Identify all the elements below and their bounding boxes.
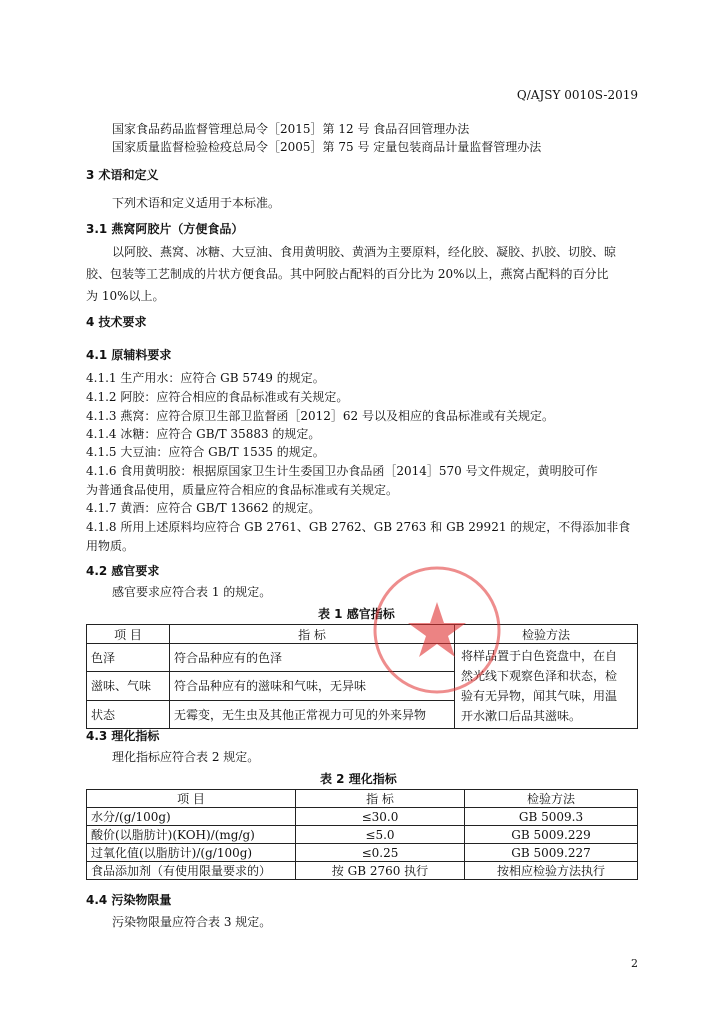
item-4-1-2: 4.1.2 阿胶：应符合相应的食品标准或有关规定。: [86, 390, 349, 404]
item-4-1-6-cont: 为普通食品使用，质量应符合相应的食品标准或有关规定。: [86, 483, 399, 497]
item-4-1-8: 4.1.8 所用上述原料均应符合 GB 2761、GB 2762、GB 2763 和 GB 29921 的规定，不得添加非食: [86, 520, 631, 534]
definition-line-1: 以阿胶、燕窝、冰糖、大豆油、食用黄明胶、黄酒为主要原料，经化胶、凝胶、扒胶、切胶、晾: [112, 245, 617, 259]
section-4-2-intro: 感官要求应符合表 1 的规定。: [112, 585, 272, 599]
method-line: 然光线下观察色泽和状态，检: [461, 669, 618, 683]
section-4-3-title: 4.3 理化指标: [86, 729, 160, 743]
reference-2: 国家质量监督检验检疫总局令［2005］第 75 号 定量包装商品计量监督管理办法: [112, 140, 542, 154]
definition-line-3: 为 10%以上。: [86, 289, 165, 303]
table-row: [87, 844, 638, 862]
table-cell: 色泽: [87, 644, 170, 672]
table-row: [87, 808, 638, 826]
item-4-1-3: 4.1.3 燕窝：应符合原卫生部卫监督函［2012］62 号以及相应的食品标准或有关规定。: [86, 409, 554, 423]
table-2-caption: 表 2 理化指标: [320, 772, 397, 786]
table-cell: GB 5009.3: [465, 808, 638, 826]
table-cell: GB 5009.229: [465, 826, 638, 844]
column-header: 项 目: [87, 625, 170, 644]
table-cell: 按 GB 2760 执行: [296, 862, 465, 880]
table-row: [87, 826, 638, 844]
section-3-title: 3 术语和定义: [86, 168, 159, 182]
section-3-intro: 下列术语和定义适用于本标准。: [112, 196, 281, 210]
item-4-1-7: 4.1.7 黄酒：应符合 GB/T 13662 的规定。: [86, 501, 321, 515]
table-cell: 过氧化值(以脂肪计)/(g/100g): [87, 844, 296, 862]
table-cell: 按相应检验方法执行: [465, 862, 638, 880]
reference-1: 国家食品药品监督管理总局令［2015］第 12 号 食品召回管理办法: [112, 122, 470, 136]
table-cell: 酸价(以脂肪计)(KOH)/(mg/g): [87, 826, 296, 844]
table-cell: ≤5.0: [296, 826, 465, 844]
table-cell: 符合品种应有的色泽: [170, 644, 455, 672]
table-cell: ≤0.25: [296, 844, 465, 862]
method-line: 将样品置于白色瓷盘中，在自: [461, 649, 618, 663]
item-4-1-1: 4.1.1 生产用水：应符合 GB 5749 的规定。: [86, 371, 325, 385]
sensory-table: [86, 624, 638, 729]
column-header: 检验方法: [465, 790, 638, 808]
method-line: 开水漱口后品其滋味。: [461, 709, 582, 723]
item-4-1-8-cont: 用物质。: [86, 539, 135, 553]
section-4-title: 4 技术要求: [86, 315, 147, 329]
method-line: 验有无异物，闻其气味，用温: [461, 689, 618, 703]
item-4-1-6: 4.1.6 食用黄明胶：根据原国家卫生计生委国卫办食品函［2014］570 号文件规定，黄明胶可作: [86, 464, 598, 478]
item-4-1-4: 4.1.4 冰糖：应符合 GB/T 35883 的规定。: [86, 427, 321, 441]
section-4-1-title: 4.1 原辅料要求: [86, 348, 172, 362]
column-header: 指 标: [170, 625, 455, 644]
section-4-4-title: 4.4 污染物限量: [86, 893, 172, 907]
table-cell: GB 5009.227: [465, 844, 638, 862]
column-header: 检验方法: [455, 625, 638, 644]
table-cell: 无霉变，无生虫及其他正常视力可见的外来异物: [170, 700, 455, 728]
page-number: 2: [631, 957, 638, 970]
standard-code: Q/AJSY 0010S-2019: [516, 88, 638, 102]
definition-line-2: 胶、包装等工艺制成的片状方便食品。其中阿胶占配料的百分比为 20%以上，燕窝占配料的百分比: [86, 267, 609, 281]
column-header: 指 标: [296, 790, 465, 808]
table-cell: 状态: [87, 700, 170, 728]
section-4-3-intro: 理化指标应符合表 2 规定。: [112, 750, 260, 764]
table-cell: 滋味、气味: [87, 672, 170, 700]
table-row: [87, 644, 638, 672]
column-header: 项 目: [87, 790, 296, 808]
table-row: [87, 862, 638, 880]
section-3-1-title: 3.1 燕窝阿胶片（方便食品）: [86, 222, 244, 236]
table-cell: 水分/(g/100g): [87, 808, 296, 826]
table-cell: 食品添加剂（有使用限量要求的）: [87, 862, 296, 880]
company-seal: [367, 560, 507, 700]
section-4-4-intro: 污染物限量应符合表 3 规定。: [112, 915, 272, 929]
table-cell: 符合品种应有的滋味和气味，无异味: [170, 672, 455, 700]
table-1-caption: 表 1 感官指标: [318, 607, 395, 621]
section-4-2-title: 4.2 感官要求: [86, 564, 160, 578]
item-4-1-5: 4.1.5 大豆油：应符合 GB/T 1535 的规定。: [86, 445, 325, 459]
physicochemical-table: [86, 789, 638, 880]
table-cell: ≤30.0: [296, 808, 465, 826]
